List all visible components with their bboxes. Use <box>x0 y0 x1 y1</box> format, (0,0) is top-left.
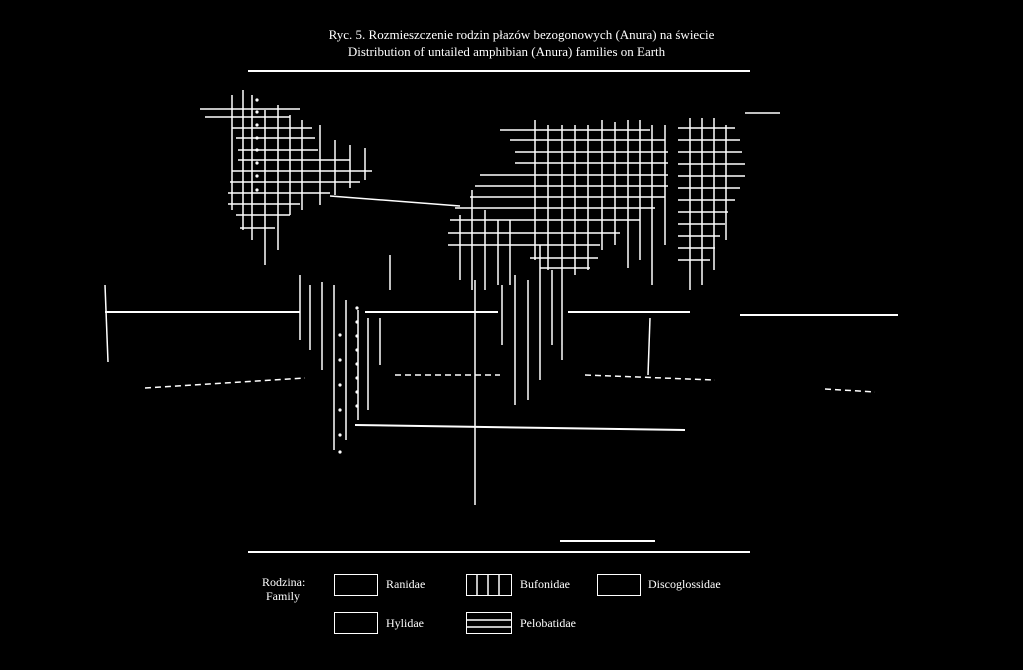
legend-label-hylidae: Hylidae <box>386 616 424 630</box>
legend-swatch-bufonidae <box>466 574 512 596</box>
legend-label-bufonidae: Bufonidae <box>520 577 570 591</box>
legend-heading-pl: Rodzina: <box>262 575 306 589</box>
tropic-line <box>145 375 875 392</box>
figure-title-polish: Ryc. 5. Rozmieszczenie rodzin płazów bezogonowych (Anura) na świecie <box>328 27 715 42</box>
eurasia-region <box>448 118 745 290</box>
legend-label-ranidae: Ranidae <box>386 577 426 591</box>
north-america-region <box>200 90 460 265</box>
hylidae-dots <box>255 98 358 453</box>
legend-swatch-hylidae <box>334 612 378 634</box>
legend-label-discoglossidae: Discoglossidae <box>648 577 721 591</box>
legend-swatch-ranidae <box>334 574 378 596</box>
legend-label-pelobatidae: Pelobatidae <box>520 616 576 630</box>
legend-swatch-pelobatidae <box>466 612 512 634</box>
southern-parallel <box>355 425 685 430</box>
figure-title-english: Distribution of untailed amphibian (Anura) families on Earth <box>347 44 666 59</box>
legend-heading-en: Family <box>266 589 301 603</box>
legend-swatch-discoglossidae <box>597 574 641 596</box>
